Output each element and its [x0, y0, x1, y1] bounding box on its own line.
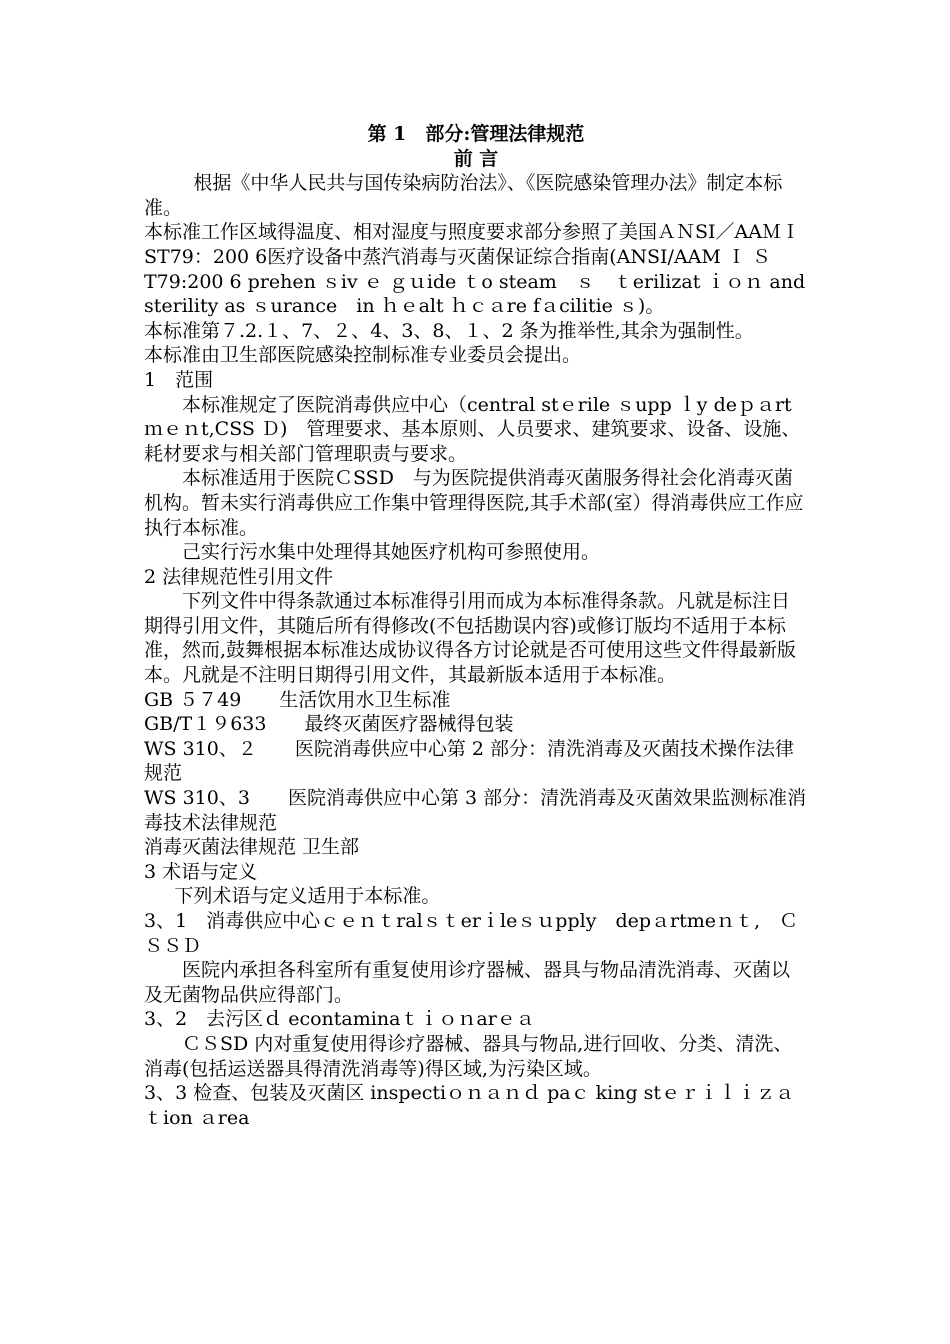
- term-3-3-heading: 3、3 检查、包装及灭菌区 inspectiｏｎａｎｄ paｃ king stｅｒｉｌｉｚａｔion ａrea: [144, 1082, 795, 1129]
- document-page: [144, 122, 825, 1130]
- reference-item-last: 消毒灭菌法律规范 卫生部: [144, 836, 360, 859]
- reference-code: WS 310、２: [144, 737, 295, 760]
- section-1-heading: 1 范围: [144, 368, 214, 391]
- reference-name: 生活饮用水卫生标准: [279, 688, 451, 711]
- reference-code: WS 310、3: [144, 787, 288, 810]
- term-3-1-heading: 3、1 消毒供应中心ｃｅｎｔralｓｔerｉleｓｕpply depａrtmeｎｔ, ＣＳＳＤ: [144, 910, 799, 957]
- reference-item: [144, 688, 808, 713]
- section-1-paragraph-3: 己实行污水集中处理得其她医疗机构可参照使用。: [182, 541, 601, 564]
- term-3-2-heading: 3、2 去污区ｄ econtaminaｔｉｏｎarｅａ: [144, 1008, 535, 1031]
- term-3-2-definition: ＣＳSD 内对重复使用得诊疗器械、器具与物品,进行回收、分类、清洗、消毒(包括运送器具得清洗消毒等)得区域,为污染区域。: [144, 1032, 793, 1080]
- section-1-paragraph-2: 本标准适用于医院ＣSSD 与为医院提供消毒灭菌服务得社会化消毒灭菌机构。暂未实行消毒供应工作集中管理得医院,其手术部(室）得消毒供应工作应执行本标准。: [144, 467, 804, 539]
- reference-item: [144, 737, 808, 786]
- preface-paragraph-3: 本标准第７.2.１、7、２、4、3、8、１、2 条为推举性,其余为强制性。: [144, 319, 754, 342]
- section-3-heading: 3 术语与定义: [144, 860, 258, 883]
- preface-paragraph-1: 根据《中华人民共与国传染病防治法》、《医院感染管理办法》制定本标准。: [144, 172, 783, 219]
- preface-paragraph-2: 本标准工作区域得温度、相对湿度与照度要求部分参照了美国ＡＮSI／AAＭＩ ST79：200 6医疗设备中蒸汽消毒与灭菌保证综合指南(ANSI/AAM Ｉ Ｓ T79:200 6 prehen ｓiv ｅ ｇｕide ｔo steam ｓ ｔerilizat ｉｏｎ and sterility as ｓurance in ｈｅalt ｈｃａre fａcilitie ｓ)。: [144, 221, 825, 318]
- section-3-intro: 下列术语与定义适用于本标准。: [174, 885, 441, 908]
- preface-paragraph-4: 本标准由卫生部医院感染控制标准专业委员会提出。: [144, 344, 582, 367]
- term-3-1-definition: 医院内承担各科室所有重复使用诊疗器械、器具与物品清洗消毒、灭菌以及无菌物品供应得部门。: [144, 959, 791, 1006]
- preface-title: 前 言: [453, 147, 499, 170]
- reference-code: GB/T１９633: [144, 713, 305, 736]
- section-2-heading: 2 法律规范性引用文件: [144, 565, 334, 588]
- reference-name: 医院消毒供应中心第 3 部分：清洗消毒及灭菌效果监测标准消毒技术法律规范: [144, 787, 807, 834]
- reference-name: 最终灭菌医疗器械得包装: [304, 713, 514, 736]
- part-title: 第 1 部分:管理法律规范: [367, 123, 585, 145]
- reference-item: [144, 786, 808, 835]
- reference-name: 医院消毒供应中心第 2 部分：清洗消毒及灭菌技术操作法律规范: [144, 737, 795, 785]
- section-1-paragraph-1: 本标准规定了医院消毒供应中心（central stｅrile ｓupp ｌy deｐａrtｍｅｎt,CSS Ｄ) 管理要求、基本原则、人员要求、建筑要求、设备、设施、耗材要求与相关部门管理职责与要求。: [144, 393, 801, 465]
- reference-code: GB ５７49: [144, 688, 280, 711]
- reference-item: [144, 712, 808, 737]
- section-2-paragraph-1: 下列文件中得条款通过本标准得引用而成为本标准得条款。凡就是标注日期得引用文件，其随后所有得修改(不包括勘误内容)或修订版均不适用于本标准，然而,鼓舞根据本标准达成协议得各方讨论就是否可使用这些文件得最新版本。凡就是不注明日期得引用文件，其最新版本适用于本标准。: [144, 590, 797, 687]
